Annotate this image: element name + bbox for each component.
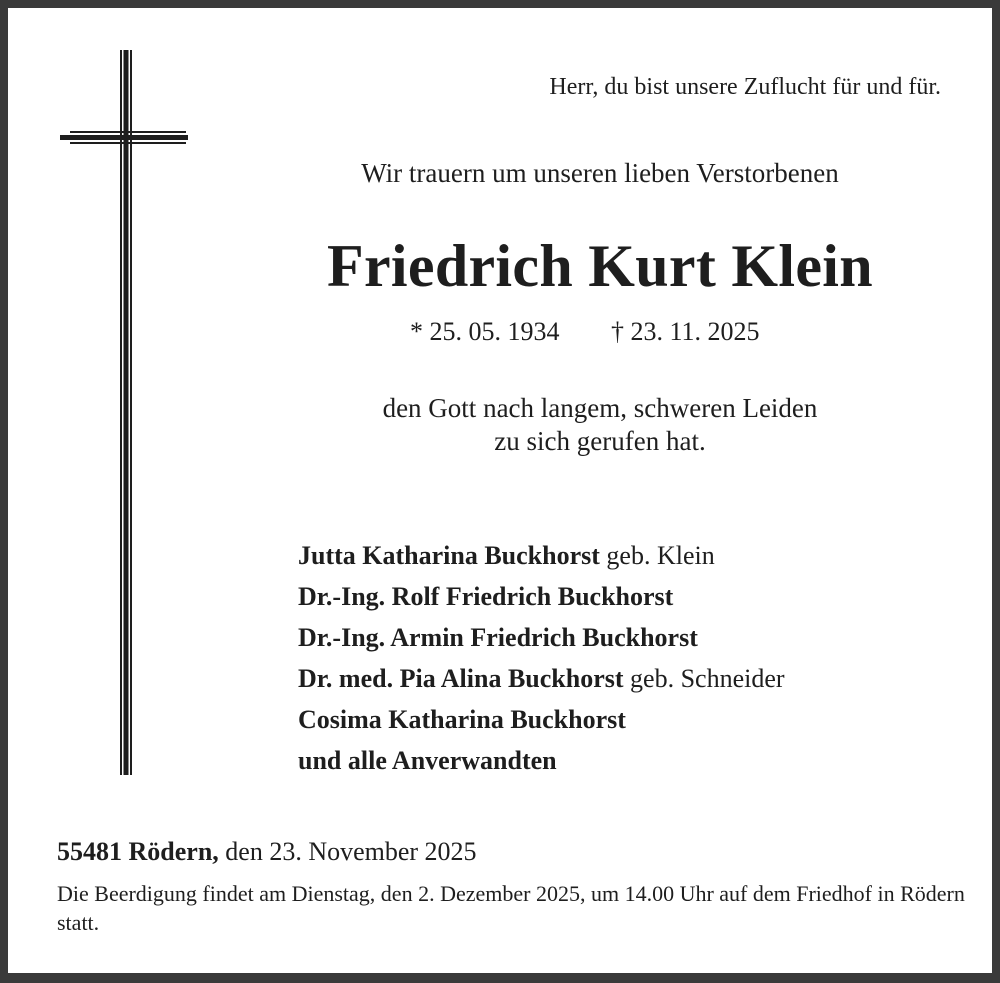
mourner-3 [298,617,785,658]
mourner-name: Jutta Katharina Buckhorst [298,541,600,570]
mourner-6 [298,740,785,781]
place-date-line [57,837,477,867]
mourner-suffix: geb. Schneider [623,664,785,693]
phrase-line-1: den Gott nach langem, schweren Leiden [382,393,818,423]
place-date: den 23. November 2025 [218,837,477,866]
phrase [8,392,1000,458]
mourner-5 [298,699,785,740]
phrase-line-2: zu sich gerufen hat. [494,426,706,456]
mourner-name: Dr. med. Pia Alina Buckhorst [298,664,624,693]
mourner-name: Cosima Katharina Buckhorst [298,705,626,734]
obituary-notice [8,8,992,973]
intro-line: Wir trauern um unseren lieben Verstorbenen [361,158,839,188]
mourner-name: und alle Anverwandten [298,746,557,775]
place-location: 55481 Rödern, [57,837,219,866]
mourner-name: Dr.-Ing. Rolf Friedrich Buckhorst [298,582,674,611]
funeral-info: Die Beerdigung findet am Dienstag, den 2. Dezember 2025, um 14.00 Uhr auf dem Friedhof in Rödern statt. [57,881,965,935]
death-date: † 23. 11. 2025 [611,317,760,346]
deceased-name: Friedrich Kurt Klein [327,233,873,299]
mourner-4 [298,658,785,699]
mourners-list [298,535,785,781]
mourner-2 [298,576,785,617]
birth-date: * 25. 05. 1934 [410,317,560,346]
mourner-name: Dr.-Ing. Armin Friedrich Buckhorst [298,623,698,652]
mourner-suffix: geb. Klein [599,541,715,570]
mourner-1 [298,535,785,576]
motto: Herr, du bist unsere Zuflucht für und für. [549,74,941,100]
